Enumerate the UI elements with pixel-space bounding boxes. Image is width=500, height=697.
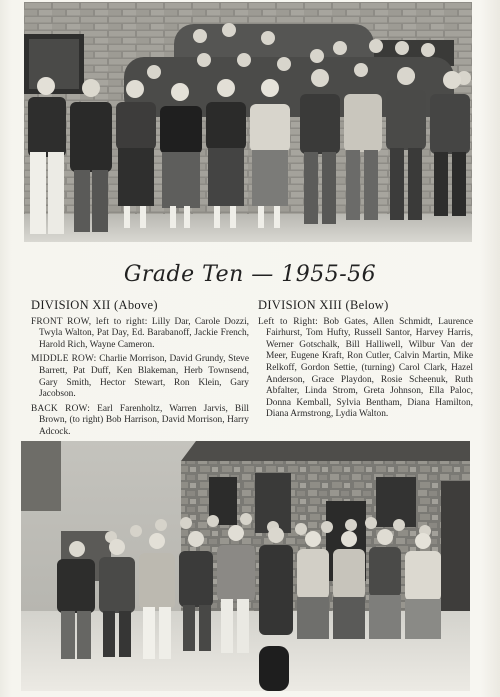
division-xiii-heading: DIVISION XIII (Below)	[258, 298, 389, 312]
class-photo-division-xiii	[21, 441, 470, 691]
division-xii-heading: DIVISION XII (Above)	[31, 298, 158, 312]
row-names: Bob Gates, Allen Schmidt, Laurence Fairhurst, Tom Hufty, Russell Santor, Harvey Harris, Werner Gotschalk, Bill Halliwell, Wilbur Van der Meer, Eugene Kraft, Ron Cutler, Calvin Martin, Mike Relkoff, Gordon Settie, (turning) Carol Clark, Hazel Anderson, Grace Playdon, Rosie Scheenuk, Ruth Abfalter, Linda Strom, Greta Johnson, Ella Paloc, Donna Kemball, Sylvia Bentham, Diana Hamilton, Diana Armstrong, Lydia Walton.	[266, 316, 474, 420]
caption-left-to-right	[258, 317, 473, 421]
row-label: BACK ROW:	[31, 403, 91, 414]
division-xiii-caption	[258, 300, 473, 424]
row-label: MIDDLE ROW:	[31, 354, 97, 365]
row-label: Left to Right:	[258, 316, 318, 327]
division-xii-caption	[31, 300, 249, 442]
caption-back-row	[31, 404, 249, 439]
row-names: Earl Farenholtz, Warren Jarvis, Bill Brown, (to right) Bob Harrison, David Morrison, Harry Adcock.	[39, 403, 250, 437]
caption-front-row	[31, 317, 249, 352]
caption-middle-row	[31, 354, 249, 400]
row-names: Charlie Morrison, David Grundy, Steve Barrett, Pat Duff, Ken Blakeman, Herb Townsend, Gary Smith, Hector Stewart, Ron Klein, Gary Jacobson.	[39, 354, 250, 400]
class-photo-division-xii	[24, 2, 472, 242]
row-label: FRONT ROW, left to right:	[31, 316, 148, 327]
row-names: Lilly Dar, Carole Dozzi, Twyla Walton, Pat Day, Ed. Barabanoff, Jackie French, Harold Rich, Wayne Cameron.	[39, 316, 250, 350]
page-title: Grade Ten — 1955-56	[123, 262, 377, 287]
